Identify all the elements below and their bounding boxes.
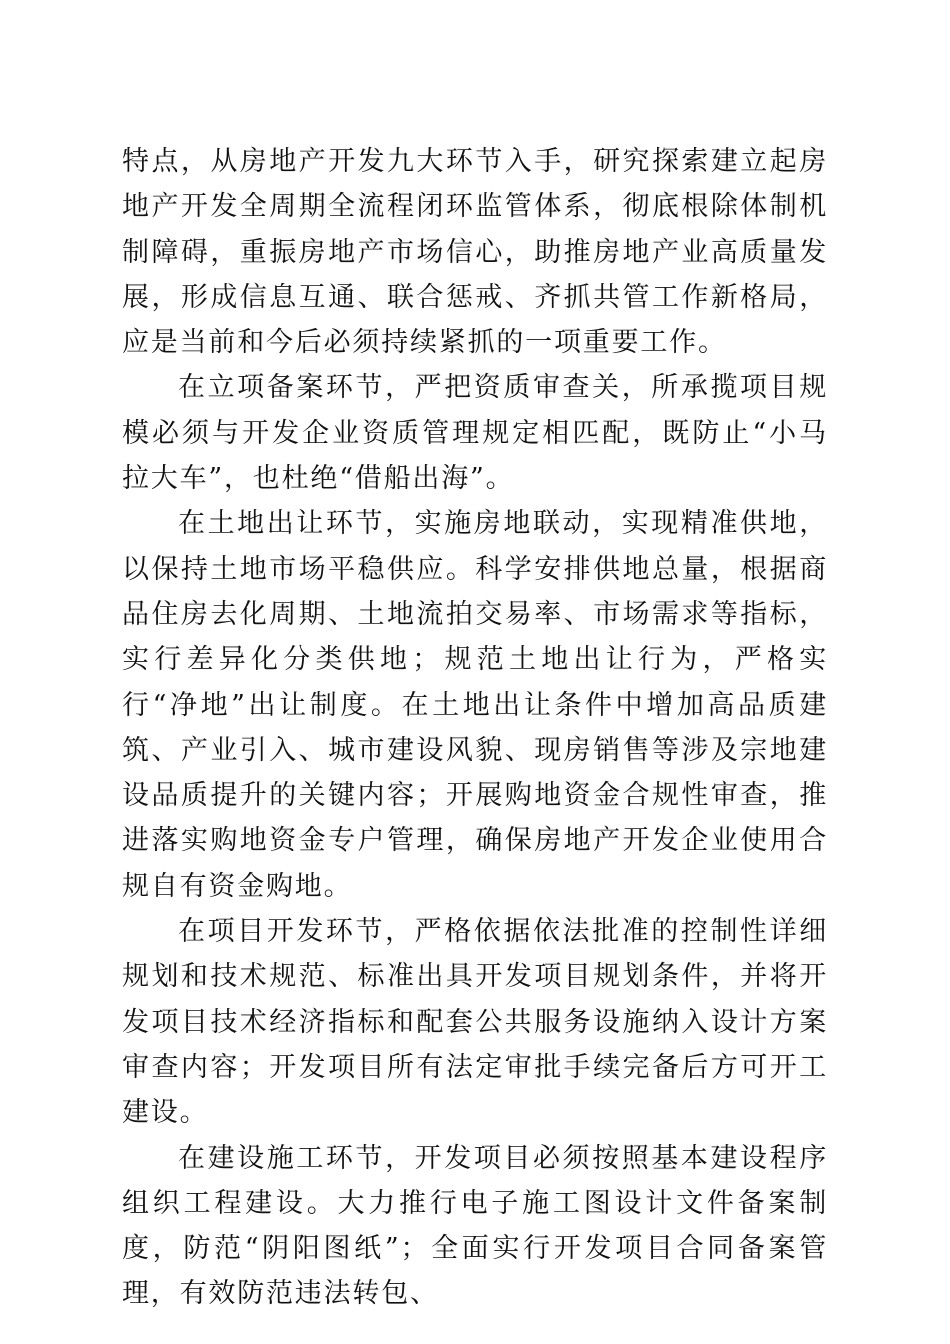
paragraph-land-transfer: 在土地出让环节，实施房地联动，实现精准供地，以保持土地市场平稳供应。科学安排供地总量，根据商品住房去化周期、土地流拍交易率、市场需求等指标，实行差异化分类供地；规范土地出让行为，严格实行“净地”出让制度。在土地出让条件中增加高品质建筑、产业引入、城市建设风貌、现房销售等涉及宗地建设品质提升的关键内容；开展购地资金合规性审查，推进落实购地资金专户管理，确保房地产开发企业使用合规自有资金购地。: [122, 508, 828, 902]
paragraph-construction: 在建设施工环节，开发项目必须按照基本建设程序组织工程建设。大力推行电子施工图设计文件备案制度，防范“阴阳图纸”；全面实行开发项目合同备案管理，有效防范违法转包、: [122, 1142, 828, 1310]
paragraph-intro-continuation: 特点，从房地产开发九大环节入手，研究探索建立起房地产开发全周期全流程闭环监管体系，彻底根除体制机制障碍，重振房地产市场信心，助推房地产业高质量发展，形成信息互通、联合惩戒、齐抓共管工作新格局，应是当前和今后必须持续紧抓的一项重要工作。: [122, 146, 828, 359]
paragraph-project-filing: 在立项备案环节，严把资质审查关，所承揽项目规模必须与开发企业资质管理规定相匹配，既防止“小马拉大车”，也杜绝“借船出海”。: [122, 372, 828, 495]
paragraph-project-development: 在项目开发环节，严格依据依法批准的控制性详细规划和技术规范、标准出具开发项目规划条件，并将开发项目技术经济指标和配套公共服务设施纳入设计方案审查内容；开发项目所有法定审批手续完备后方可开工建设。: [122, 916, 828, 1129]
document-body: [122, 139, 828, 1317]
